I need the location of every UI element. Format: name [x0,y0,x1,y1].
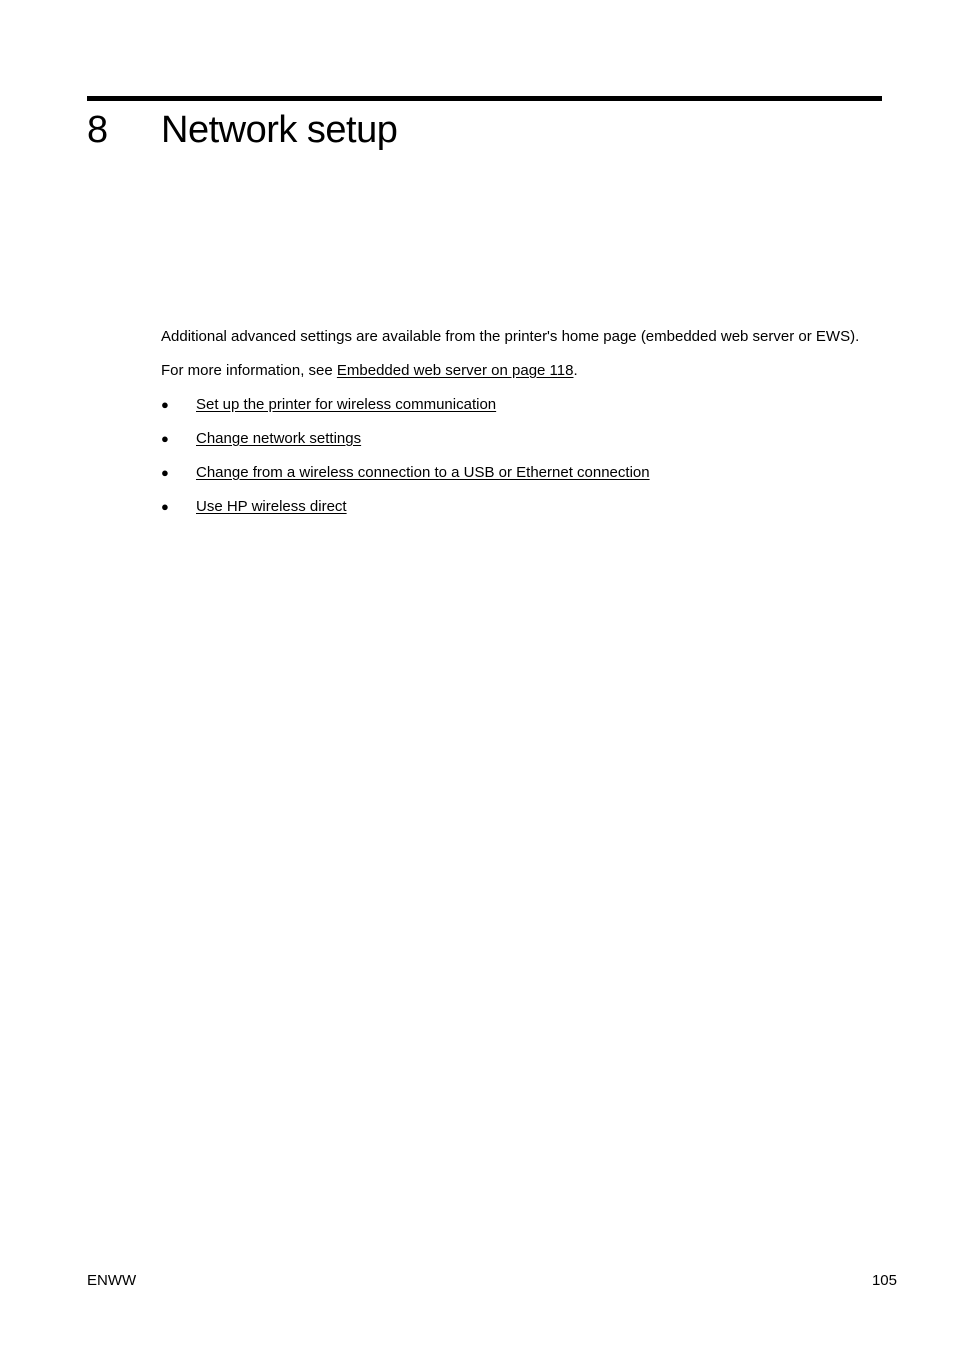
bullet-icon: ● [161,431,169,446]
bullet-icon: ● [161,397,169,412]
more-info-paragraph [161,361,866,380]
chapter-heading [87,106,397,154]
intro-paragraph: Additional advanced settings are available from the printer's home page (embedded web server or EWS). [161,328,860,345]
more-info-prefix: For more information, see [161,362,337,379]
chapter-content [161,327,866,531]
change-connection-type-link[interactable]: Change from a wireless connection to a USB or Ethernet connection [196,464,650,481]
list-item [161,497,866,516]
change-network-settings-link[interactable]: Change network settings [196,430,362,447]
chapter-number: 8 [87,109,108,151]
list-item [161,395,866,414]
bullet-icon: ● [161,499,169,514]
list-item [161,429,866,448]
topic-list [161,395,866,516]
page-number: 105 [871,1272,897,1289]
hp-wireless-direct-link[interactable]: Use HP wireless direct [196,498,347,515]
embedded-web-server-link[interactable]: Embedded web server on page 118 [336,362,574,379]
footer-label: ENWW [87,1272,137,1289]
wireless-setup-link[interactable]: Set up the printer for wireless communication [196,396,497,413]
more-info-suffix: . [573,362,578,379]
chapter-rule [87,96,882,101]
chapter-title: Network setup [161,109,398,151]
list-item [161,463,866,482]
bullet-icon: ● [161,465,169,480]
